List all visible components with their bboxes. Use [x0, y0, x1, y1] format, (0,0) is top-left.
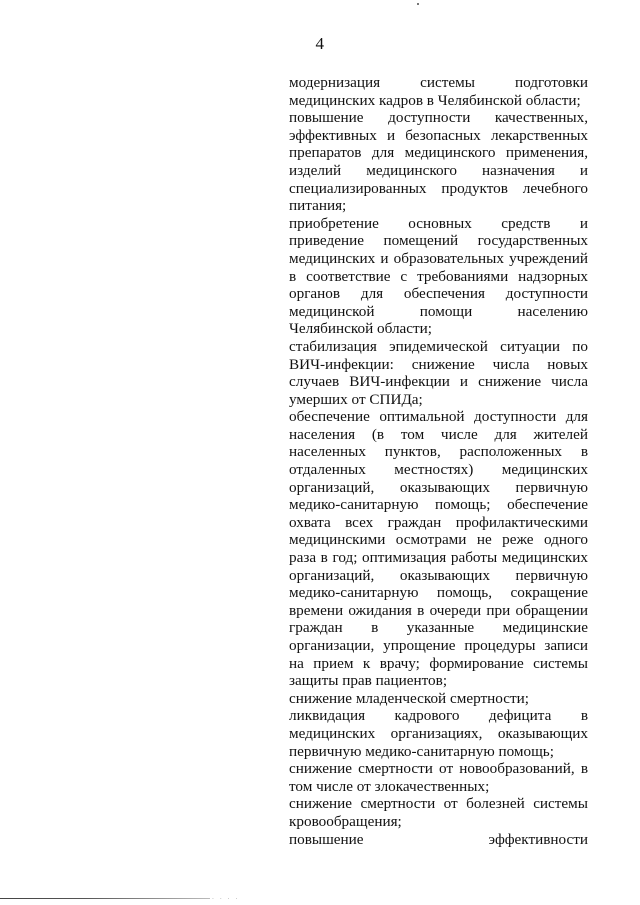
document-body	[289, 74, 588, 848]
scan-artifact-dots: · · · ·	[212, 896, 240, 903]
paragraph-cardiovascular-mortality: снижение смертности от болезней системы кровообращения;	[289, 795, 588, 830]
paragraph-staff-shortage: ликвидация кадрового дефицита в медицинских организациях, оказывающих первичную медико-санитарную помощь;	[289, 707, 588, 760]
paragraph-cancer-mortality: снижение смертности от новообразований, в том числе от злокачественных;	[289, 760, 588, 795]
scan-dot-mark	[417, 3, 419, 5]
paragraph-hiv-situation: стабилизация эпидемической ситуации по ВИЧ-инфекции: снижение числа новых случаев ВИЧ-инфекции и снижение числа умерших от СПИДа;	[289, 337, 588, 408]
paragraph-efficiency: повышение эффективности	[289, 830, 588, 848]
page-number: 4	[315, 34, 325, 53]
paragraph-primary-care-access: обеспечение оптимальной доступности для населения (в том числе для жителей населенных пунктов, расположенных в отдаленных местностях) медицинских организаций, оказывающих первичную медико-санитарную помощь; обеспечение охвата всех граждан профилактическими медицинскими осмотрами не реже одного раза в год; оптимизация работы медицинских организаций, оказывающих первичную медико-санитарную помощь, сокращение времени ожидания в очереди при обращении граждан в указанные медицинские организации, упрощение процедуры записи на прием к врачу; формирование системы защиты прав пациентов;	[289, 408, 588, 690]
scan-artifact-line	[0, 898, 210, 899]
paragraph-fixed-assets: приобретение основных средств и приведение помещений государственных медицинских и образовательных учреждений в соответствие с требованиями надзорных органов для обеспечения доступности медицинской помощи населению Челябинской области;	[289, 214, 588, 338]
paragraph-drug-availability: повышение доступности качественных, эффективных и безопасных лекарственных препаратов для медицинского применения, изделий медицинского назначения и специализированных продуктов лечебного питания;	[289, 109, 588, 215]
paragraph-infant-mortality: снижение младенческой смертности;	[289, 689, 529, 707]
paragraph-staff-training: модернизация системы подготовки медицинских кадров в Челябинской области;	[289, 74, 588, 109]
